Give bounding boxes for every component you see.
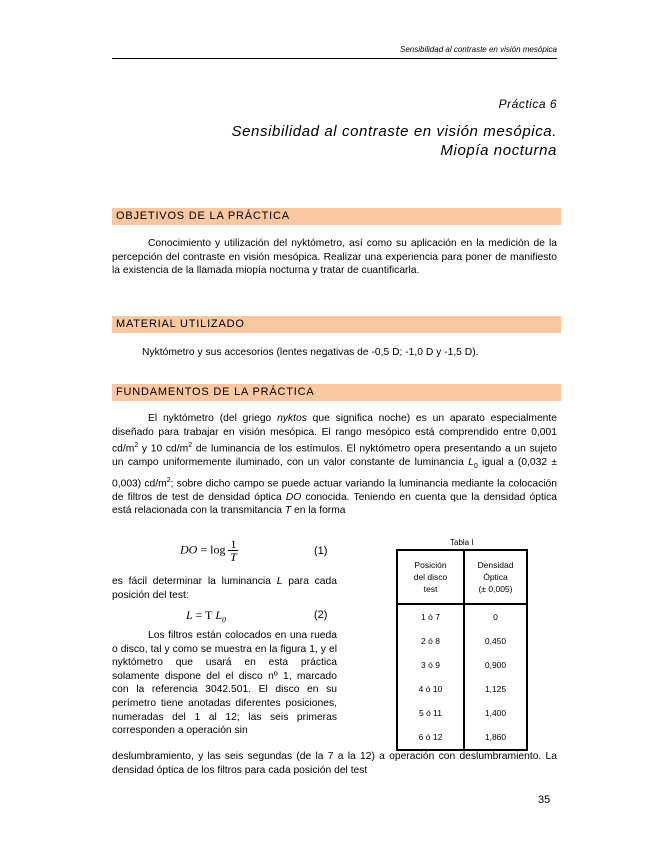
table-header-position: Posición del disco test [397, 550, 464, 604]
section-heading-material: MATERIAL UTILIZADO [112, 316, 561, 333]
equation-2-number: (2) [314, 609, 328, 621]
equation-1: DO = log $\frac{1}{T}$ [180, 537, 237, 564]
table-header-row [397, 550, 527, 604]
page-title [232, 122, 558, 160]
table-row: 4 ó 10 1,125 [397, 677, 527, 701]
practice-label: Práctica 6 [498, 97, 557, 111]
header-rule [112, 58, 557, 59]
fundamentos-paragraph-2: es fácil determinar la luminancia L para cada posición del test: [112, 576, 337, 601]
table-row: 2 ó 8 0,450 [397, 629, 527, 653]
running-header: Sensibilidad al contraste en visión mesópica [400, 45, 557, 54]
equation-1-fraction: $\frac{1}{T}$ [230, 537, 237, 564]
table-row: 5 ó 11 1,400 [397, 701, 527, 725]
table-caption: Tabla I [450, 538, 474, 547]
page-number: 35 [538, 794, 551, 806]
table-row: 1 ó 7 0 [397, 604, 527, 629]
density-table [396, 549, 528, 751]
equation-1-number: (1) [314, 545, 328, 557]
section-heading-objetivos: OBJETIVOS DE LA PRÁCTICA [112, 208, 561, 225]
fundamentos-paragraph-3: Los filtros están colocados en una rueda o disco, tal y como se muestra en la figura 1, y el nyktómetro que usará en esta práctica solamente dispone del el disco nº 1, marcado con la referencia 3042.501. El disco en su perímetro tiene anotadas diferentes posiciones, numeradas del 1 al 12; las seis primeras corresponden a operación sin [112, 630, 337, 737]
fundamentos-paragraph-1: El nyktómetro (del griego nyktos que significa noche) es un aparato especialmente diseñado para trabajar en visión mesópica. El rango mesópico está comprendido entre 0,001 $cd/m^2$ y 10 $cd/m^2$ de luminancia de los estímulos. El nyktómetro opera presentando a un sujeto un campo uniformemente iluminado, con un valor constante de luminancia $L_0$ igual a (0,032 ± 0,003) $cd/m^2$; sobre dicho campo se puede actuar variando la luminancia mediante la colocación de filtros de test de densidad óptica DO conocida. Teniendo en cuenta que la densidad óptica está relacionada con la transmitancia T en la forma [112, 413, 558, 517]
material-paragraph: Nyktómetro y sus accesorios (lentes negativas de -0,5 D; -1,0 D y -1,5 D). [142, 347, 479, 358]
table-row: 6 ó 12 1,860 [397, 725, 527, 750]
equation-2: L = T $L_0$ [186, 608, 227, 625]
title-line-2: Miopía nocturna [440, 142, 557, 159]
table-header-density: Densidad Óptica (± 0,005) [464, 550, 527, 604]
title-line-1: Sensibilidad al contraste en visión mesópica. [231, 123, 557, 140]
fundamentos-paragraph-3-continued: deslumbramiento, y las seis segundas (de la 7 a la 12) a operación con deslumbramiento. La densidad óptica de los filtros para cada posición del test [112, 751, 557, 776]
table-row: 3 ó 9 0,900 [397, 653, 527, 677]
objetivos-paragraph: Conocimiento y utilización del nyktómetro, así como su aplicación en la medición de la percepción del contraste en visión mesópica. Realizar una experiencia para poner de manifiesto la existencia de la llamada miopía nocturna y tratar de cuantificarla. [112, 238, 557, 277]
section-heading-fundamentos: FUNDAMENTOS DE LA PRÁCTICA [112, 384, 561, 401]
